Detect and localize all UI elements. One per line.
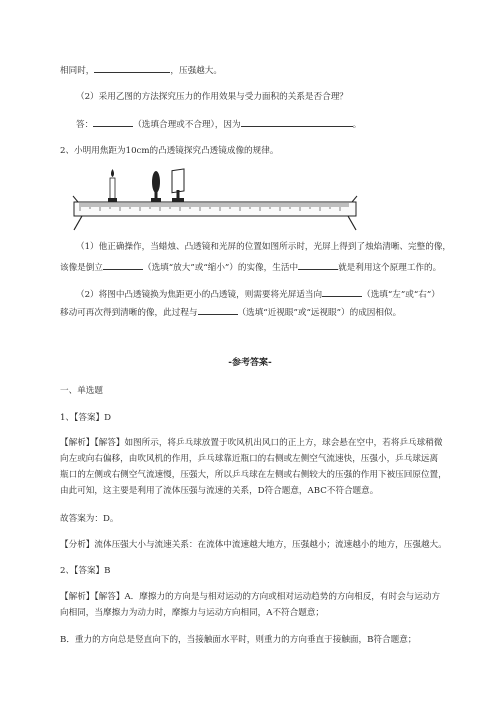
answer-1-analysis: 【分析】流体压强大小与流速关系：在流体中流速越大地方，压强越小；流速越小的地方，压强越大。 <box>60 540 447 550</box>
q2-part2-text-a: （2）将图中凸透镜换为焦距更小的凸透镜，则需要将光屏适当向 <box>76 290 323 300</box>
q1-answer-line <box>76 117 361 131</box>
section-title: 一、单选题 <box>60 386 103 396</box>
q2-part2-text-c: 移动可再次得到清晰的像，此过程与 <box>60 308 198 318</box>
q2-part2-blank-2 <box>198 305 238 315</box>
q2-title: 2、小明用焦距为10cm的凸透镜探究凸透镜成像的规律。 <box>60 146 279 156</box>
q2-part1-text-b: （选填“放大”或“缩小”）的实像，生活中 <box>142 263 299 273</box>
q1-answer-end: 。 <box>352 120 362 130</box>
q2-part1-text-a: 该像是倒立 <box>60 263 103 273</box>
answer-1-explanation-1: 【解析】【解答】如图所示，将乒乓球放置于吹风机出风口的正上方，球会悬在空中，若将乒乓球稍微 <box>60 438 443 448</box>
q1-answer-text: （选填合理或不合理），因为 <box>133 120 241 130</box>
q1-continuation-line <box>60 63 222 77</box>
q2-part1-blank-1 <box>103 260 143 270</box>
light-screen <box>172 169 184 202</box>
q2-part2-text-d: （选填“近视眼”或“远视眼”）的成因相似。 <box>237 308 402 318</box>
optical-bench-figure <box>70 168 360 232</box>
q1-cont-text-b: ，压强越大。 <box>170 66 222 76</box>
right-leg <box>348 216 356 230</box>
q2-part1-line1: （1）他正确操作，当蜡烛、凸透镜和光屏的位置如图所示时，光屏上得到了烛焰清晰、完整的像， <box>76 242 452 252</box>
answer-2-label: 2、【答案】B <box>60 566 111 576</box>
answer-1-label: 1、【答案】D <box>60 413 112 423</box>
q2-part2-line1 <box>76 287 440 301</box>
q2-part1-blank-2 <box>298 260 338 270</box>
left-leg <box>74 216 82 230</box>
q1-answer-blank-2 <box>241 117 353 127</box>
answer-1-final: 故答案为：D。 <box>60 514 119 524</box>
answer-2-explanation-3: B．重力的方向总是竖直向下的，当接触面水平时，则重力的方向垂直于接触面，B符合题意； <box>60 635 417 645</box>
q2-part2-blank-1 <box>322 287 362 297</box>
answer-2-explanation-2: 向相同，当摩擦力为动力时，摩擦力与运动方向相同，A不符合题意； <box>60 608 325 618</box>
q1-answer-blank-1 <box>93 117 133 127</box>
q2-part1-line2 <box>60 260 441 274</box>
q1-blank <box>94 63 170 73</box>
q1-part2-question: （2）采用乙图的方法探究压力的作用效果与受力面积的关系是否合理？ <box>76 92 348 102</box>
convex-lens <box>151 171 161 202</box>
q2-part2-line2 <box>60 305 401 319</box>
answer-1-explanation-3: 瓶口的左侧或右侧空气流速慢，压强大，所以乒乓球在左侧或右侧较大的压强的作用下被压回原位置， <box>60 470 447 480</box>
answer-1-explanation-4: 由此可知，这主要是利用了流体压强与流速的关系，D符合题意，ABC不符合题意。 <box>60 486 379 496</box>
candle <box>108 169 117 202</box>
q1-cont-text-a: 相同时， <box>60 66 95 76</box>
q2-part1-text-c: 就是利用这个原理工作的。 <box>338 263 442 273</box>
answer-2-explanation-1: 【解析】【解答】A．摩擦力的方向是与相对运动的方向或相对运动趋势的方向相反，有时会与运动方 <box>60 592 441 602</box>
flame-icon <box>111 169 114 177</box>
q1-answer-label: 答： <box>76 120 94 130</box>
answer-1-explanation-2: 向左或向右偏移，由吹风机的作用，乒乓球靠近瓶口的右侧或左侧空气流速快，压强小，乒乓球远离 <box>60 454 439 464</box>
q2-part2-text-b: （选填“左”或“右”） <box>362 290 440 300</box>
answers-heading: -参考答案- <box>228 358 272 368</box>
